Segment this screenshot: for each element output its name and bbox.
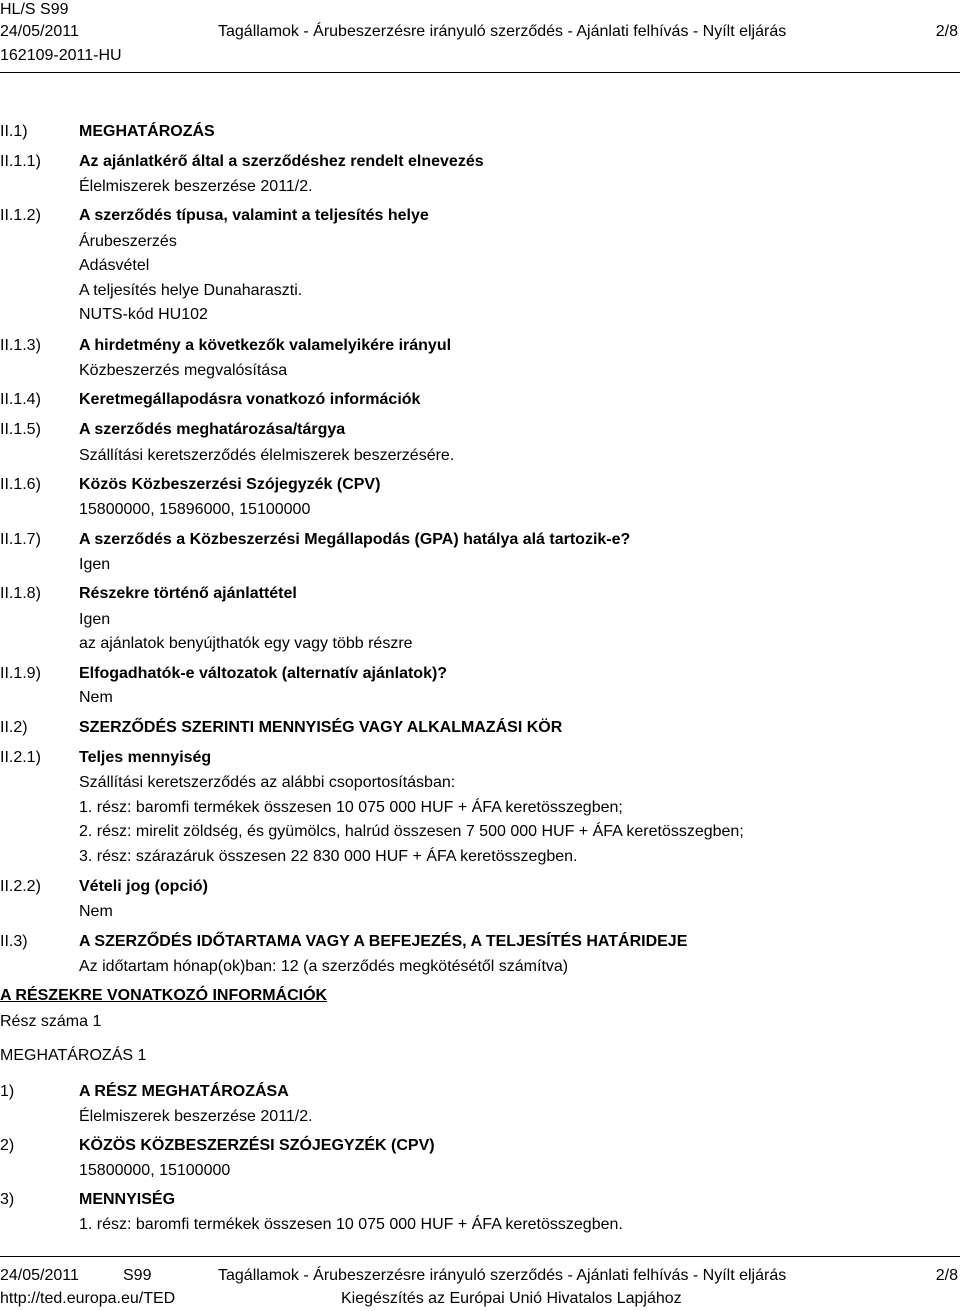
field-title: Az ajánlatkérő által a szerződéshez rendelt elnevezés	[79, 153, 484, 170]
section-number: II.1.1)	[0, 153, 41, 170]
field-value: 1. rész: baromfi termékek összesen 10 075 000 HUF + ÁFA keretösszegben.	[79, 1216, 623, 1233]
field-value: Élelmiszerek beszerzése 2011/2.	[79, 178, 313, 195]
lot-item-number: 1)	[0, 1083, 15, 1100]
section-number: II.1.9)	[0, 665, 41, 682]
section-heading: MEGHATÁROZÁS	[79, 123, 215, 140]
header-series: HL/S S99	[0, 1, 69, 18]
header-page-number: 2/8	[935, 23, 958, 40]
field-title: A hirdetmény a következők valamelyikére irányul	[79, 337, 452, 354]
field-title: Keretmegállapodásra vonatkozó információk	[79, 391, 421, 408]
footer-url-link[interactable]: http://ted.europa.eu/TED	[0, 1290, 176, 1307]
field-value: NUTS-kód HU102	[79, 306, 208, 323]
section-number: II.2.1)	[0, 749, 41, 766]
field-value: Szállítási keretszerződés az alábbi csoportosításban:	[79, 774, 456, 791]
lots-heading: A RÉSZEKRE VONATKOZÓ INFORMÁCIÓK	[0, 987, 328, 1004]
field-value: 3. rész: szárazáruk összesen 22 830 000 HUF + ÁFA keretösszegben.	[79, 848, 578, 865]
field-title: Közös Közbeszerzési Szójegyzék (CPV)	[79, 476, 381, 493]
footer-title: Tagállamok - Árubeszerzésre irányuló szerződés - Ajánlati felhívás - Nyílt eljárás	[218, 1267, 787, 1284]
section-number: II.2.2)	[0, 878, 41, 895]
section-number: II.1.5)	[0, 421, 41, 438]
section-number: II.3)	[0, 933, 28, 950]
field-value: 1. rész: baromfi termékek összesen 10 075 000 HUF + ÁFA keretösszegben;	[79, 799, 623, 816]
field-value: Közbeszerzés megvalósítása	[79, 362, 288, 379]
field-title: Vételi jog (opció)	[79, 878, 208, 895]
section-heading: A SZERZŐDÉS IDŐTARTAMA VAGY A BEFEJEZÉS, A TELJESÍTÉS HATÁRIDEJE	[79, 933, 688, 950]
field-title: MENNYISÉG	[79, 1191, 176, 1208]
field-title: Részekre történő ajánlattétel	[79, 585, 297, 602]
field-value: Nem	[79, 689, 113, 706]
section-number: II.1.8)	[0, 585, 41, 602]
field-value: 15800000, 15896000, 15100000	[79, 501, 311, 518]
field-title: A szerződés meghatározása/tárgya	[79, 421, 346, 438]
field-value: 15800000, 15100000	[79, 1162, 231, 1179]
field-title: Elfogadhatók-e változatok (alternatív ajánlatok)?	[79, 665, 448, 682]
field-title: A RÉSZ MEGHATÁROZÁSA	[79, 1083, 289, 1100]
field-value: 2. rész: mirelit zöldség, és gyümölcs, halrúd összesen 7 500 000 HUF + ÁFA keretösszegben;	[79, 823, 744, 840]
header-title: Tagállamok - Árubeszerzésre irányuló szerződés - Ajánlati felhívás - Nyílt eljárás	[218, 23, 787, 40]
header-document-id: 162109-2011-HU	[0, 47, 122, 64]
lot-title: MEGHATÁROZÁS 1	[0, 1047, 147, 1064]
section-number: II.1.2)	[0, 207, 41, 224]
field-value: Árubeszerzés	[79, 233, 177, 250]
section-number: II.1.6)	[0, 476, 41, 493]
field-value: Szállítási keretszerződés élelmiszerek beszerzésére.	[79, 447, 455, 464]
header-divider	[0, 72, 960, 73]
field-value: A teljesítés helye Dunaharaszti.	[79, 282, 303, 299]
field-value: Nem	[79, 903, 113, 920]
footer-date: 24/05/2011	[0, 1267, 79, 1284]
footer-page-number: 2/8	[935, 1267, 958, 1284]
footer-publisher: Kiegészítés az Európai Unió Hivatalos Lapjához	[341, 1290, 682, 1307]
lot-number: Rész száma 1	[0, 1013, 102, 1030]
header-date: 24/05/2011	[0, 23, 79, 40]
footer-series: S99	[123, 1267, 152, 1284]
field-value: Élelmiszerek beszerzése 2011/2.	[79, 1108, 313, 1125]
section-number: II.2)	[0, 719, 28, 736]
lot-item-number: 3)	[0, 1191, 15, 1208]
field-value: Igen	[79, 611, 111, 628]
field-title: A szerződés a Közbeszerzési Megállapodás (GPA) hatálya alá tartozik-e?	[79, 531, 631, 548]
section-heading: SZERZŐDÉS SZERINTI MENNYISÉG VAGY ALKALMAZÁSI KÖR	[79, 719, 563, 736]
section-number: II.1.3)	[0, 337, 41, 354]
lot-item-number: 2)	[0, 1137, 15, 1154]
field-value: Az időtartam hónap(ok)ban: 12 (a szerződés megkötésétől számítva)	[79, 958, 569, 975]
field-value: Adásvétel	[79, 257, 150, 274]
field-title: Teljes mennyiség	[79, 749, 212, 766]
field-value: az ajánlatok benyújthatók egy vagy több részre	[79, 635, 413, 652]
footer-divider	[0, 1256, 960, 1257]
field-value: Igen	[79, 556, 111, 573]
section-number: II.1.7)	[0, 531, 41, 548]
section-number: II.1)	[0, 123, 28, 140]
field-title: A szerződés típusa, valamint a teljesítés helye	[79, 207, 429, 224]
field-title: KÖZÖS KÖZBESZERZÉSI SZÓJEGYZÉK (CPV)	[79, 1137, 435, 1154]
section-number: II.1.4)	[0, 391, 41, 408]
